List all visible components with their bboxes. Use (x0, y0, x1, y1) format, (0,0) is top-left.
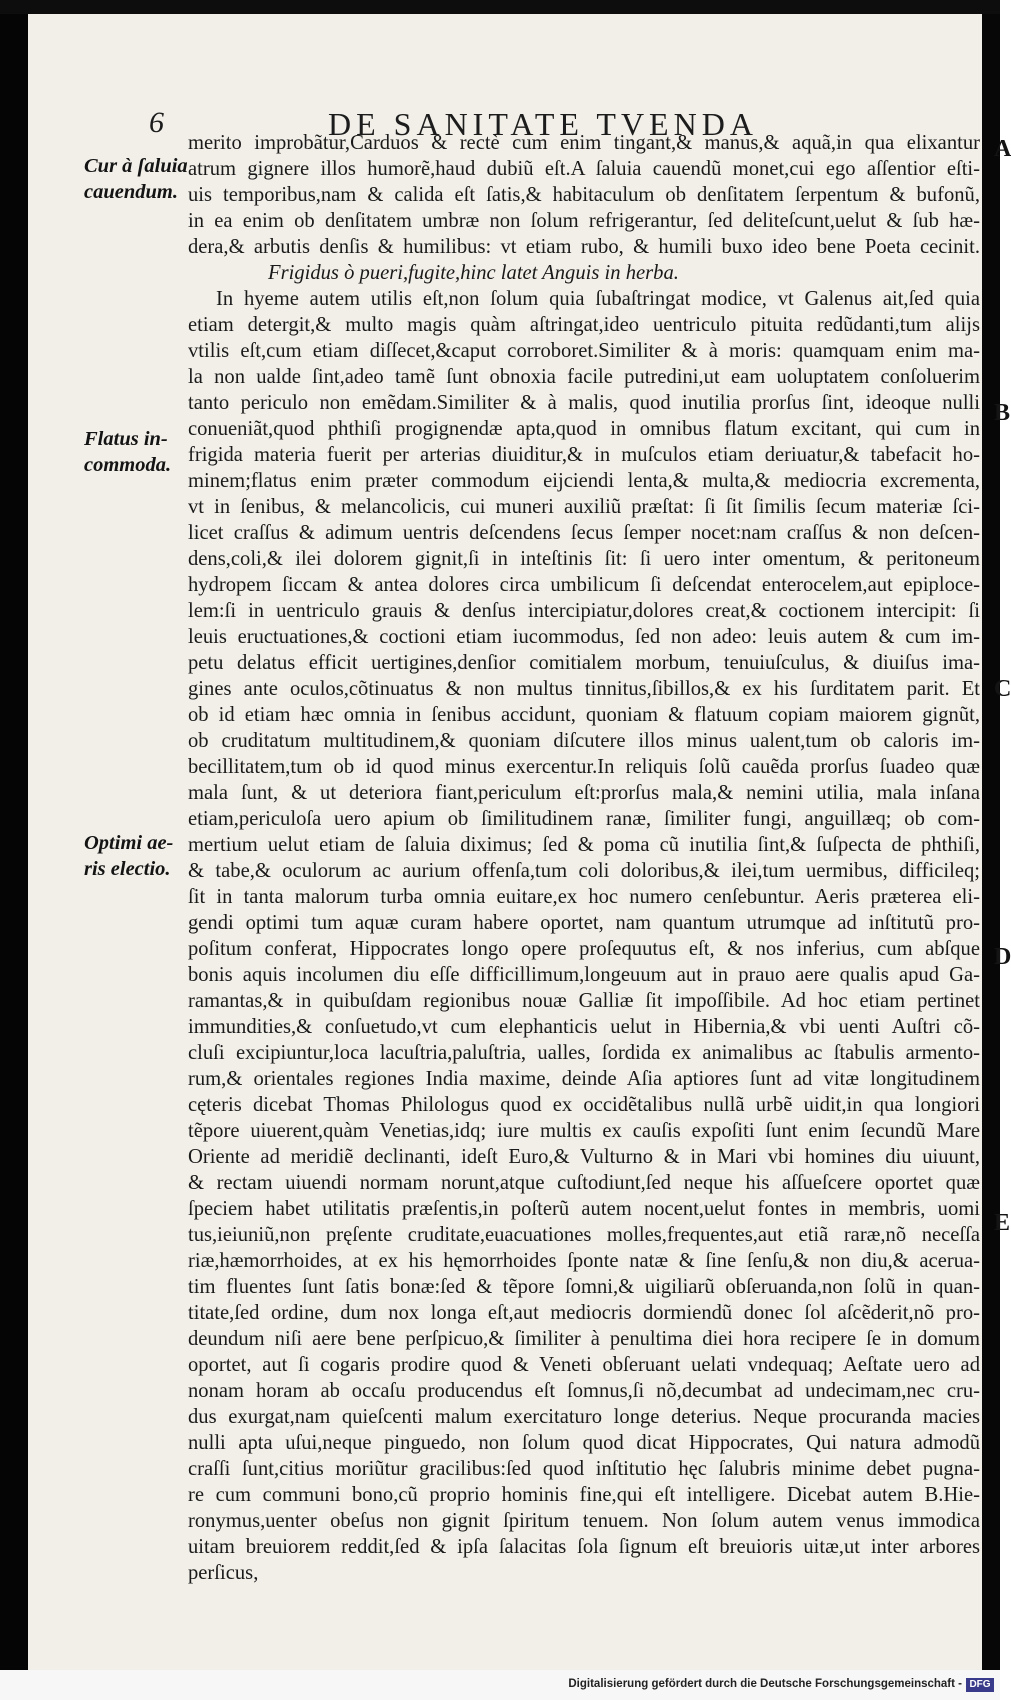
marginal-note: Cur à ſaluia (84, 155, 188, 177)
text-line: becillitatem,tum ob id quod minus exercentur.In reliquis ſolũ cauẽda prorſus ſuadeo quæ (188, 756, 980, 778)
text-line: cęteris dicebat Thomas Philologus quod ex occidẽtalibus nullã urbẽ uidit,in qua longiori (188, 1094, 980, 1116)
dfg-logo: DFG (966, 1678, 994, 1692)
text-line: etiam detergit,& multo magis quàm aſtringat,ideo uentriculo pituita redũdanti,tum alijs (188, 314, 980, 336)
text-line: craſſi ſunt,citius moriũtur gracilibus:ſed quod inſtitutio hęc ſalubris minime debet pugna- (188, 1458, 980, 1480)
text-line: ſit in tanta malorum turba omnia euitare,ex hoc numero cenſebuntur. Aeris præterea eli- (188, 886, 980, 908)
book-page (28, 14, 1011, 1670)
text-line: tim fluentes ſunt ſatis bonæ:ſed & tẽpore ſomni,& uigiliarũ obſeruanda,non ſolũ in quan- (188, 1276, 980, 1298)
page-number: 6 (149, 106, 164, 139)
text-line: in ea enim ob denſitatem umbræ non ſolum refrigerantur, ſed deliteſcunt,uelut & ſub hæ- (188, 210, 980, 232)
text-line: merito improbãtur,Carduos & rectè cum enim tingant,& manus,& aquã,in qua elixantur (188, 132, 980, 154)
funding-credit: Digitalisierung gefördert durch die Deutsche Forschungsgemeinschaft - (568, 1678, 962, 1690)
text-line: In hyeme autem utilis eſt,non ſolum quia ſubaſtringat modice, vt Galenus ait,ſed quia (216, 288, 980, 310)
scan-left-border (0, 14, 28, 1670)
text-line: gendi optimi tum aquæ curam habere oportet, nam quantum utrumque ad inſtitutũ pro- (188, 912, 980, 934)
marginal-note: cauendum. (84, 181, 178, 203)
section-letter: D (994, 944, 1011, 970)
text-line: leuis eructuationes,& coctioni etiam iucommodus, ſed non adeo: leuis autem & cum im- (188, 626, 980, 648)
marginal-note: Optimi ae- (84, 832, 174, 854)
text-line: cluſi excipiuntur,loca lacuſtria,paluſtria, ualles, ſordida ex animalibus ac ſtabulis armento- (188, 1042, 980, 1064)
text-line: titate,ſed ordine, dum nox longa eſt,aut mediocris dormiendũ donec ſol aſcẽderit,nõ pro- (188, 1302, 980, 1324)
marginal-note: Flatus in- (84, 428, 168, 450)
text-line: tus,ieiuniũ,non pręſente cruditate,euacuationes molles,frequentes,aut etiã raræ,nõ neceſſa (188, 1224, 980, 1246)
text-line: dus exurgat,nam quieſcenti malum exercitaturo longe deterius. Neque procuranda macies (188, 1406, 980, 1428)
text-line: deundum niſi aere bene perſpicuo,& ſimiliter à penultima diei hora recipere ſe in domum (188, 1328, 980, 1350)
text-line: vt in ſenibus, & melancolicis, cui muneri auxiliũ præſtat: ſi ſit ſimilis ſecum materiæ ſci- (188, 496, 980, 518)
text-line: rum,& orientales regiones India maxime, deinde Aſia aptiores ſunt ad vitæ longitudinem (188, 1068, 980, 1090)
text-line: & rectam uiuendi normam norunt,atque cuſtodiunt,ſed neque his aſſueſcere oportet quæ (188, 1172, 980, 1194)
text-line: & tabe,& oculorum ac aurium offenſa,tum coli doloribus,& ilei,tum uermibus, difficileq; (188, 860, 980, 882)
text-line: ronymus,uenter obeſus non gignit ſpiritum tenuem. Non ſolum autem venus immodica (188, 1510, 980, 1532)
text-line: gines ante oculos,cõtinuatus & non multus tinnitus,ſibillos,& ex his ſurditatem parit. Et (188, 678, 980, 700)
text-line: poſitum conferat, Hippocrates longo opere proſequutus eſt, & nos inferius, cum abſque (188, 938, 980, 960)
text-line: petu delatus efficit uertigines,denſior comitialem morbum, tenuiuſculus, & diuiſus ima- (188, 652, 980, 674)
text-line: ſpeciem habet utilitatis præſentis,in poſterũ autem nocent,uelut fontes in membris, uomi (188, 1198, 980, 1220)
text-line: uitam breuiorem reddit,ſed & ipſa ſalacitas ſola ſignum eſt breuioris uitæ,ut inter arbores (188, 1536, 980, 1558)
text-line: nulli apta uſui,neque pinguedo, non ſolum quod dicat Hippocrates, Qui natura admodũ (188, 1432, 980, 1454)
text-line: ob cruditatum multitudinem,& quoniam diſcutere illos minus ualent,tum ob caloris im- (188, 730, 980, 752)
text-line: perſicus, (188, 1562, 259, 1584)
text-line: tanto periculo non emẽdam.Similiter & à malis, quod inutilia prorſus ſint, ideoque nulli (188, 392, 980, 414)
text-line: ob id etiam hæc omnia in ſenibus accidunt, quoniam & flatuum copiam maiorem gignũt, (188, 704, 980, 726)
section-letter: B (994, 400, 1011, 426)
marginal-note: commoda. (84, 454, 172, 476)
text-line: nonam horam ab occaſu producendus eſt ſomnus,ſi nõ,decumbat ad undecimam,nec cru- (188, 1380, 980, 1402)
scan-top-border (0, 0, 1000, 14)
text-line: re cum communi bono,cũ proprio hominis fine,qui eſt intelligere. Dicebat autem B.Hie- (188, 1484, 980, 1506)
text-line: frigida materia fuerit per arterias diuiditur,& in muſculos etiam deriuatur,& tabefacit ho- (188, 444, 980, 466)
text-line: conueniãt,quod phthiſi progignendæ apta,quod in omnibus flatum excitant, qui cum in (188, 418, 980, 440)
text-line: dens,coli,& ilei dolorem gignit,ſi in inteſtinis ſit: ſi uero inter omentum, & peritoneum (188, 548, 980, 570)
text-line: atrum gignere illos humorẽ,haud dubiũ eſt.A ſaluia cauendũ monet,cui ego aſſentior eſti- (188, 158, 980, 180)
section-letter: C (994, 676, 1011, 702)
digitization-footer (0, 1670, 1000, 1700)
text-line: immundities,& conſuetudo,vt cum elephanticis uelut in Hibernia,& vbi uenti Auſtri cõ- (188, 1016, 980, 1038)
text-line: vtilis eſt,cum etiam diſſecet,&caput corroboret.Similiter & à moris: quamquam enim ma- (188, 340, 980, 362)
text-line: licet craſſus & adimum uentris deſcendens ſecus ſemper nocet:nam craſſus & non deſcen- (188, 522, 980, 544)
section-letter: A (994, 136, 1011, 162)
text-line: minem;flatus enim præter commodum eijciendi lenta,& multa,& mediocria excrementa, (188, 470, 980, 492)
catchword (188, 1586, 980, 1612)
text-line: dera,& arbutis denſis & humilibus: vt etiam rubo, & humili buxo ideo bene Poeta cecinit. (188, 236, 980, 258)
text-line: etiam,periculoſa uero apium ob ſimilitudinem ranæ, ſimiliter fungi, anguillæq; ob com- (188, 808, 980, 830)
scan-right-border (982, 14, 1000, 1670)
text-line: oportet, aut ſi cogaris prodire quod & Veneti obſeruant uelati vndequaq; Aeſtate uero ad (188, 1354, 980, 1376)
text-line: bonis aquis incolumen diu eſſe difficillimum,longeuum aut in prauo aere qualis apud Ga- (188, 964, 980, 986)
text-line: riæ,hæmorrhoides, at ex his hęmorrhoides ſponte natæ & ſine ſenſu,& non diu,& acerua- (188, 1250, 980, 1272)
text-line: ramantas,& in quibuſdam regionibus nouæ Galliæ ſit impoſſibile. Ad hoc etiam pertinet (188, 990, 980, 1012)
text-line: tẽpore uiuerent,quàm Venetias,idq; iure multis ex cauſis expoſiti ſunt enim ſecundũ Mare (188, 1120, 980, 1142)
text-line: mertium uelut etiam de ſaluia diximus; ſed & poma cũ inutilia ſint,& ſuſpecta de phthiſi, (188, 834, 980, 856)
verse-line: Frigidus ò pueri,fugite,hinc latet Anguis in herba. (268, 262, 679, 284)
running-title: DE SANITATE TVENDA (328, 106, 758, 142)
text-line: la non ualde ſint,adeo tamẽ ſunt obnoxia facile putredini,ut eam uoluptatem conſoluerim (188, 366, 980, 388)
marginal-note: ris electio. (84, 858, 171, 880)
text-line: uis temporibus,nam & calida eſt ſatis,& habitaculum ob denſitatem ſerpentum & bufonũ, (188, 184, 980, 206)
section-letter: E (994, 1210, 1011, 1236)
text-line: hydropem ſiccam & antea dolores circa umbilicum ſi deſcendat enterocelem,aut epiploce- (188, 574, 980, 596)
text-line: mala ſunt, & ut deteriora fiant,periculum eſt:prorſus mala,& nemini utilia, mala inſana (188, 782, 980, 804)
text-line: lem:ſi in uentriculo grauis & denſus intercipiatur,dolores creat,& coctionem intercipit: ſi (188, 600, 980, 622)
text-line: Oriente ad meridiẽ declinanti, ideſt Euro,& Vulturno & in Mari vbi homines diu uiuunt, (188, 1146, 980, 1168)
